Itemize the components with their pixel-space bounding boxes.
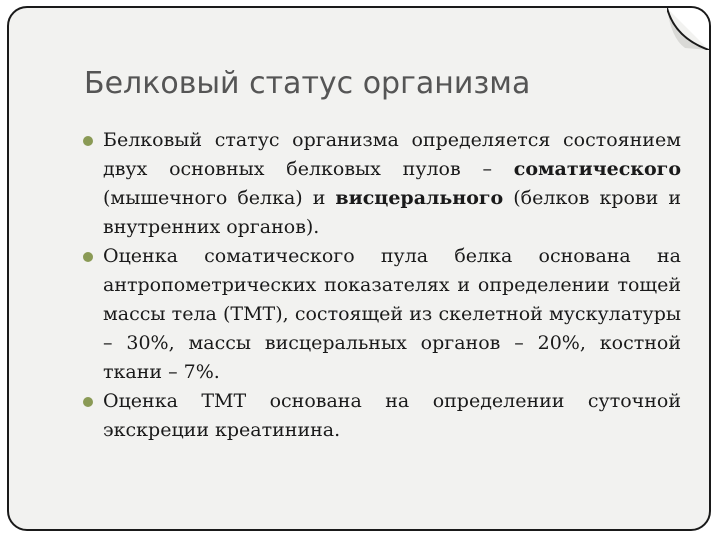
- bullet-dot-icon: [83, 136, 93, 146]
- bullet-item-protein-status: [103, 126, 681, 242]
- bold-term-visceral: висцерального: [335, 187, 504, 209]
- bullet-item-tmt-assessment: [103, 387, 681, 445]
- bullet-dot-icon: [83, 397, 93, 407]
- bullet-text: (мышечного белка) и: [103, 187, 336, 209]
- bullet-dot-icon: [83, 252, 93, 262]
- bullet-text: Белковый статус организма определяется состоянием двух основных белковых пулов –: [103, 129, 681, 180]
- page-fold-corner: [667, 8, 709, 50]
- slide-frame: [7, 6, 711, 531]
- bold-term-somatic: соматического: [513, 158, 681, 180]
- bullet-text: (белков крови и внутренних органов).: [103, 187, 681, 238]
- bullet-item-somatic-pool: [103, 242, 681, 387]
- bullet-text: Оценка соматического пула белка основана на антропометрических показателях и определении тощей массы тела (ТМТ), состоящей из скелетной мускулатуры – 30%, массы висцеральных органов – 20%, костной ткани – 7%.: [103, 245, 681, 383]
- bullet-text: Оценка ТМТ основана на определении суточной экскреции креатинина.: [103, 390, 681, 441]
- slide-title: Белковый статус организма: [84, 66, 531, 101]
- bullet-list: [103, 126, 681, 445]
